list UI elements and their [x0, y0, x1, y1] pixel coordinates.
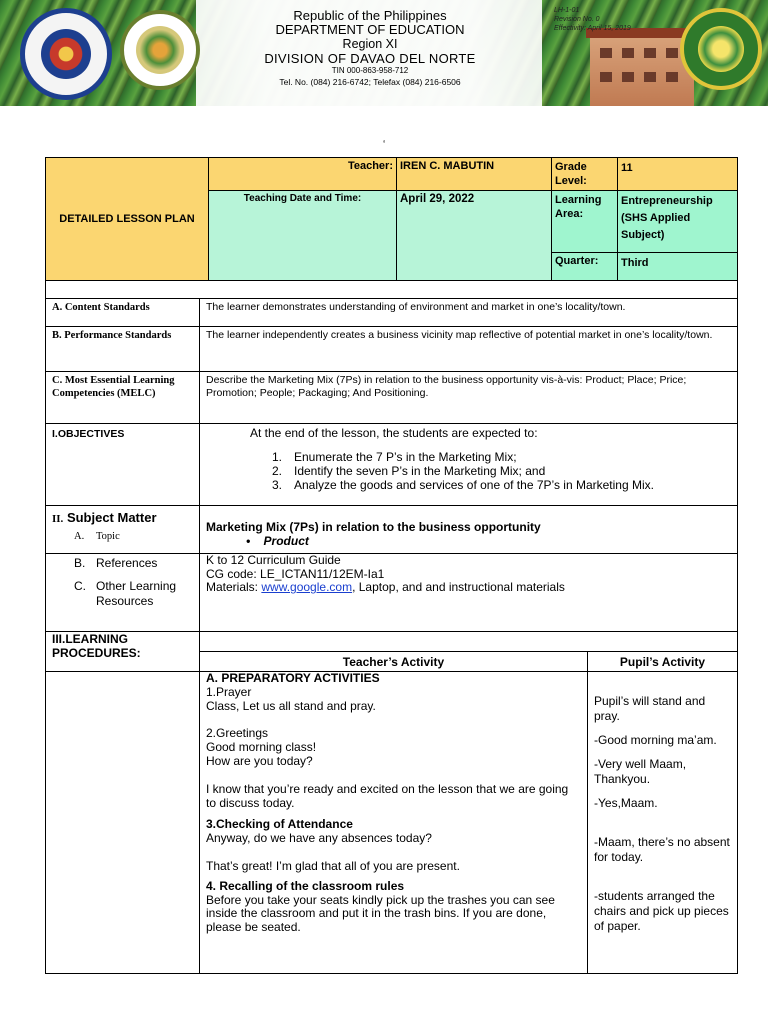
objective-item: 2. Identify the seven P’s in the Marketing Mix; and: [272, 464, 546, 478]
deped-seal-logo: [20, 8, 112, 100]
attendance-question: Anyway, do we have any absences today?: [206, 831, 432, 846]
teaching-date-label: Teaching Date and Time:: [209, 191, 397, 281]
attendance-title: 3.Checking of Attendance: [206, 817, 353, 832]
header-tin: TIN 000-863-958-712: [331, 66, 409, 75]
content-standards-text: The learner demonstrates understanding of environment and market in one’s locality/town.: [200, 299, 738, 327]
pupil-response: -Good morning ma’am.: [594, 733, 717, 747]
school-building-image: [590, 36, 694, 106]
objectives-label: I.OBJECTIVES: [46, 424, 200, 506]
learning-area-value: Entrepreneurship (SHS Applied Subject): [618, 191, 738, 253]
header-republic: Republic of the Philippines: [293, 8, 447, 23]
pupil-activity-header: Pupil’s Activity: [588, 652, 738, 672]
division-davao-del-norte-seal-logo: [680, 8, 762, 90]
objectives-list: [206, 450, 731, 492]
content-standards-label: A. Content Standards: [46, 299, 200, 327]
header-document-meta: LH-1-01 Revision No. 0 Effectivity: April 15, 2019: [554, 7, 631, 32]
learning-area-label: Learning Area:: [552, 191, 618, 253]
pupil-response: Pupil’s will stand and pray.: [594, 694, 706, 723]
pupil-response: -students arranged the chairs and pick up pieces of paper.: [594, 889, 729, 933]
subject-matter-label: II. Subject Matter A. Topic: [46, 506, 200, 554]
preparatory-activities-title: A. PREPARATORY ACTIVITIES: [206, 671, 380, 685]
pupil-response: -Very well Maam, Thankyou.: [594, 757, 687, 786]
references-label: B. References C. Other Learning Resources: [46, 554, 200, 632]
attendance-response: That’s great! I’m glad that all of you are present.: [206, 858, 460, 873]
pupil-response: -Maam, there’s no absent for today.: [594, 835, 730, 864]
materials-line: Materials: www.google.com, Laptop, and and instructional materials: [206, 580, 565, 594]
blank-row: [45, 276, 738, 299]
melc-label: C. Most Essential Learning Competencies (MELC): [46, 372, 200, 424]
performance-standards-text: The learner independently creates a business vicinity map reflective of potential market in one’s locality/town.: [200, 327, 738, 372]
teacher-name: IREN C. MABUTIN: [397, 158, 552, 191]
reference-guide: K to 12 Curriculum Guide: [206, 553, 341, 567]
teacher-activity-cell: [200, 672, 588, 974]
teacher-activity-header: Teacher’s Activity: [200, 652, 588, 672]
teacher-label: Teacher:: [209, 158, 397, 191]
lesson-plan-title: DETAILED LESSON PLAN: [46, 158, 209, 281]
ready-text: I know that you’re ready and excited on the lesson that we are going to discuss today.: [206, 781, 569, 810]
topic-content: [200, 506, 738, 554]
grade-level-value: 11: [618, 158, 738, 191]
greetings-title: 2.Greetings: [206, 726, 269, 741]
header-division: DIVISION OF DAVAO DEL NORTE: [264, 51, 476, 66]
objectives-content: [200, 424, 738, 506]
greetings-question: How are you today?: [206, 753, 313, 768]
performance-standards-label: B. Performance Standards: [46, 327, 200, 372]
letterhead-banner: [0, 0, 768, 106]
grade-level-label: Grade Level:: [552, 158, 618, 191]
objectives-intro: At the end of the lesson, the students are expected to:: [250, 426, 538, 440]
quarter-value: Third: [618, 253, 738, 281]
pupil-response: -Yes,Maam.: [594, 796, 658, 810]
stray-mark: ‘: [383, 139, 386, 150]
references-content: [200, 554, 738, 632]
lesson-info-table: [45, 157, 738, 281]
deped-region-seal-logo: [120, 10, 200, 90]
prayer-title: 1.Prayer: [206, 684, 252, 699]
quarter-label: Quarter:: [552, 253, 618, 281]
header-tel: Tel. No. (084) 216-6742; Telefax (084) 216-6506: [279, 77, 461, 87]
header-department: DEPARTMENT OF EDUCATION: [275, 22, 465, 37]
greetings-text: Good morning class!: [206, 740, 317, 755]
google-link[interactable]: www.google.com: [261, 580, 353, 594]
topic-label: A. Topic: [74, 531, 120, 542]
prayer-text: Class, Let us all stand and pray.: [206, 698, 376, 713]
learning-procedures-label: III.LEARNING PROCEDURES:: [46, 632, 200, 672]
objective-item: 3. Analyze the goods and services of one of the 7P’s in Marketing Mix.: [272, 478, 654, 492]
pupil-activity-cell: [588, 672, 738, 974]
rules-title: 4. Recalling of the classroom rules: [206, 878, 405, 893]
reference-cg-code: CG code: LE_ICTAN11/12EM-Ia1: [206, 566, 385, 581]
melc-text: Describe the Marketing Mix (7Ps) in relation to the business opportunity vis-à-vis: Product; Place; Price; Promotion; People; Packaging; And Positioning.: [200, 372, 738, 424]
topic-subtopic: • Product: [246, 534, 309, 548]
header-region: Region XI: [342, 37, 398, 51]
topic-title: Marketing Mix (7Ps) in relation to the business opportunity: [206, 520, 541, 534]
rules-text: Before you take your seats kindly pick up the trashes you can see inside the classroom and put it in the trash bins. If you are done, please be seated.: [206, 892, 555, 935]
objective-item: 1. Enumerate the 7 P’s in the Marketing Mix;: [272, 450, 517, 464]
teaching-date-value: April 29, 2022: [397, 191, 552, 281]
lesson-body-table: [45, 298, 738, 974]
